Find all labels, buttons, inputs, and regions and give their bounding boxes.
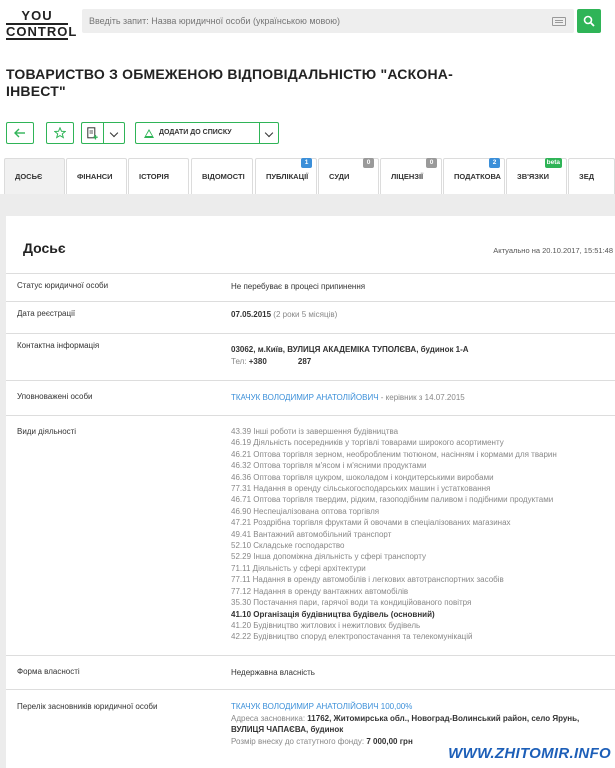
beta-badge: beta (546, 159, 560, 166)
activity-item: 46.71 Оптова торгівля твердим, рідким, газоподібним паливом і подібними продуктами (231, 495, 554, 505)
tab-label: ВІДОМОСТІ (202, 172, 245, 181)
logo-line1: YOU (21, 8, 53, 23)
activity-item: 41.20 Будівництво житлових і нежитлових будівель (231, 620, 421, 630)
founder-address-line2: ВУЛИЦЯ ЧАПАЄВА, будинок (231, 725, 344, 734)
watermark: WWW.ZHITOMIR.INFO (448, 745, 611, 762)
status-value: Не перебуває в процесі припинення (231, 282, 366, 291)
tax-count-badge: 2 (489, 158, 500, 168)
activity-item: 42.22 Будівництво споруд електропостачання та телекомунікацій (231, 632, 473, 642)
activity-item: 52.10 Складське господарство (231, 541, 345, 551)
tab-label: ПОДАТКОВА (454, 172, 501, 181)
tab-publications[interactable] (255, 158, 317, 194)
document-dropdown-button[interactable] (103, 122, 125, 144)
search-box (82, 9, 574, 33)
founders-label: Перелік засновників юридичної особи (17, 702, 158, 711)
contact-address: 03062, м.Київ, ВУЛИЦЯ АКАДЕМІКА ТУПОЛЄВА, будинок 1-А (231, 345, 469, 354)
row-ownership (6, 655, 615, 689)
tab-finance[interactable] (66, 158, 127, 194)
activity-item: 46.19 Діяльність посередників у торгівлі товарами широкого асортименту (231, 438, 504, 448)
registration-value (231, 309, 611, 321)
activity-item: 49.41 Вантажний автомобільний транспорт (231, 529, 392, 539)
search-button[interactable] (577, 9, 601, 33)
back-button[interactable] (6, 122, 34, 144)
search-input[interactable] (82, 9, 542, 33)
founders-value (231, 701, 611, 747)
panel-title: Досьє (23, 240, 66, 256)
company-title-line2: ІНВЕСТ" (6, 83, 66, 99)
row-authorized (6, 380, 615, 416)
tab-foreign-trade[interactable] (568, 158, 615, 194)
arrow-left-icon (14, 128, 26, 138)
tab-courts[interactable] (318, 158, 379, 194)
registration-age: (2 роки 5 місяців) (273, 310, 338, 319)
registration-label: Дата реєстрації (17, 309, 76, 318)
ownership-value: Недержавна власність (231, 668, 315, 677)
founder-address-label: Адреса засновника: (231, 713, 306, 723)
star-icon (54, 127, 66, 139)
contacts-value (231, 344, 611, 367)
activity-item: 43.39 Інші роботи із завершення будівництва (231, 427, 399, 436)
logo-line2: CONTROL (6, 24, 78, 39)
activity-item: 52.29 Інша допоміжна діяльність у сфері транспорту (231, 552, 426, 562)
add-to-list-dropdown-button[interactable] (259, 122, 279, 144)
tab-connections[interactable] (506, 158, 567, 194)
add-to-list-button[interactable] (135, 122, 259, 144)
activity-item: 47.21 Роздрібна торгівля фруктами й овочами в спеціалізованих магазинах (231, 518, 511, 528)
ownership-label: Форма власності (17, 667, 80, 676)
activities-list (231, 426, 611, 643)
activity-item-main: 41.10 Організація будівництва будівель (основний) (231, 609, 435, 619)
top-bar (0, 0, 615, 48)
add-to-list-label: ДОДАТИ ДО СПИСКУ (159, 129, 232, 136)
activity-item: 77.11 Надання в оренду автомобілів і легкових автотранспортних засобів (231, 575, 504, 585)
founder-share: 100,00% (380, 702, 413, 711)
contacts-label: Контактна інформація (17, 341, 100, 350)
tab-licenses[interactable] (380, 158, 442, 194)
authorized-label: Уповноважені особи (17, 392, 93, 401)
capital-label: Розмір внеску до статутного фонду: (231, 736, 365, 746)
activity-item: 77.12 Надання в оренду вантажних автомобілів (231, 586, 409, 596)
company-title-line1: ТОВАРИСТВО З ОБМЕЖЕНОЮ ВІДПОВІДАЛЬНІСТЮ "АСКОНА- (6, 66, 453, 82)
activity-item: 46.32 Оптова торгівля м'ясом і м'ясними продуктами (231, 461, 427, 471)
activities-label: Види діяльності (17, 427, 77, 436)
keyboard-icon[interactable] (552, 17, 566, 26)
row-registration (6, 301, 615, 333)
activity-item: 46.90 Неспеціалізована оптова торгівля (231, 506, 380, 516)
phone-label: Тел: (231, 356, 247, 366)
row-activities (6, 415, 615, 655)
founder-address: 11762, Житомирська обл., Новоград-Волинський район, село Ярунь, (307, 713, 580, 723)
capital-value: 7 000,00 грн (366, 736, 413, 746)
status-label: Статус юридичної особи (17, 281, 109, 290)
chevron-down-icon (110, 129, 118, 137)
tab-history[interactable] (128, 158, 189, 194)
courts-count-badge: 0 (363, 158, 374, 168)
authorized-role: - керівник з 14.07.2015 (380, 393, 465, 402)
chevron-down-icon (265, 129, 273, 137)
phone-number: +380 287 (248, 356, 312, 366)
authorized-person-link[interactable]: ТКАЧУК ВОЛОДИМИР АНАТОЛІЙОВИЧ (231, 393, 379, 402)
company-title (6, 66, 566, 100)
tab-label: ЗВ'ЯЗКИ (517, 172, 549, 181)
activity-item: 71.11 Діяльність у сфері архітектури (231, 563, 366, 573)
tab-bar (0, 158, 615, 194)
tab-label: ІСТОРІЯ (139, 172, 170, 181)
warning-icon (144, 129, 154, 138)
search-icon (583, 15, 595, 27)
licenses-count-badge: 0 (426, 158, 437, 168)
favorite-button[interactable] (46, 122, 74, 144)
founder-link[interactable]: ТКАЧУК ВОЛОДИМИР АНАТОЛІЙОВИЧ (231, 702, 379, 711)
tab-label: ДОСЬЄ (15, 172, 43, 181)
activity-item: 77.31 Надання в оренду сільськогосподарських машин і устатковання (231, 484, 491, 494)
registration-date: 07.05.2015 (231, 310, 272, 319)
tab-label: ФІНАНСИ (77, 172, 113, 181)
authorized-value (231, 392, 611, 404)
tab-label: ПУБЛІКАЦІЇ (266, 172, 309, 181)
activity-item: 35.30 Постачання пари, гарячої води та кондиційованого повітря (231, 598, 472, 608)
tab-tax[interactable] (443, 158, 505, 194)
tab-dossier[interactable] (4, 158, 65, 194)
row-contacts (6, 333, 615, 378)
activity-item: 46.36 Оптова торгівля цукром, шоколадом і кондитерськими виробами (231, 472, 494, 482)
tab-label: СУДИ (329, 172, 350, 181)
activity-item: 46.21 Оптова торгівля зерном, необробленим тютюном, насінням і кормами для тварин (231, 449, 557, 459)
publications-count-badge: 1 (301, 158, 312, 168)
document-plus-icon (87, 127, 98, 140)
tab-label: ЗЕД (579, 172, 595, 181)
tab-records[interactable] (191, 158, 253, 194)
document-add-button[interactable] (81, 122, 103, 144)
updated-timestamp: Актуально на 20.10.2017, 15:51:48 (493, 246, 613, 255)
tab-label: ЛІЦЕНЗІЇ (391, 172, 424, 181)
logo[interactable] (6, 8, 78, 40)
